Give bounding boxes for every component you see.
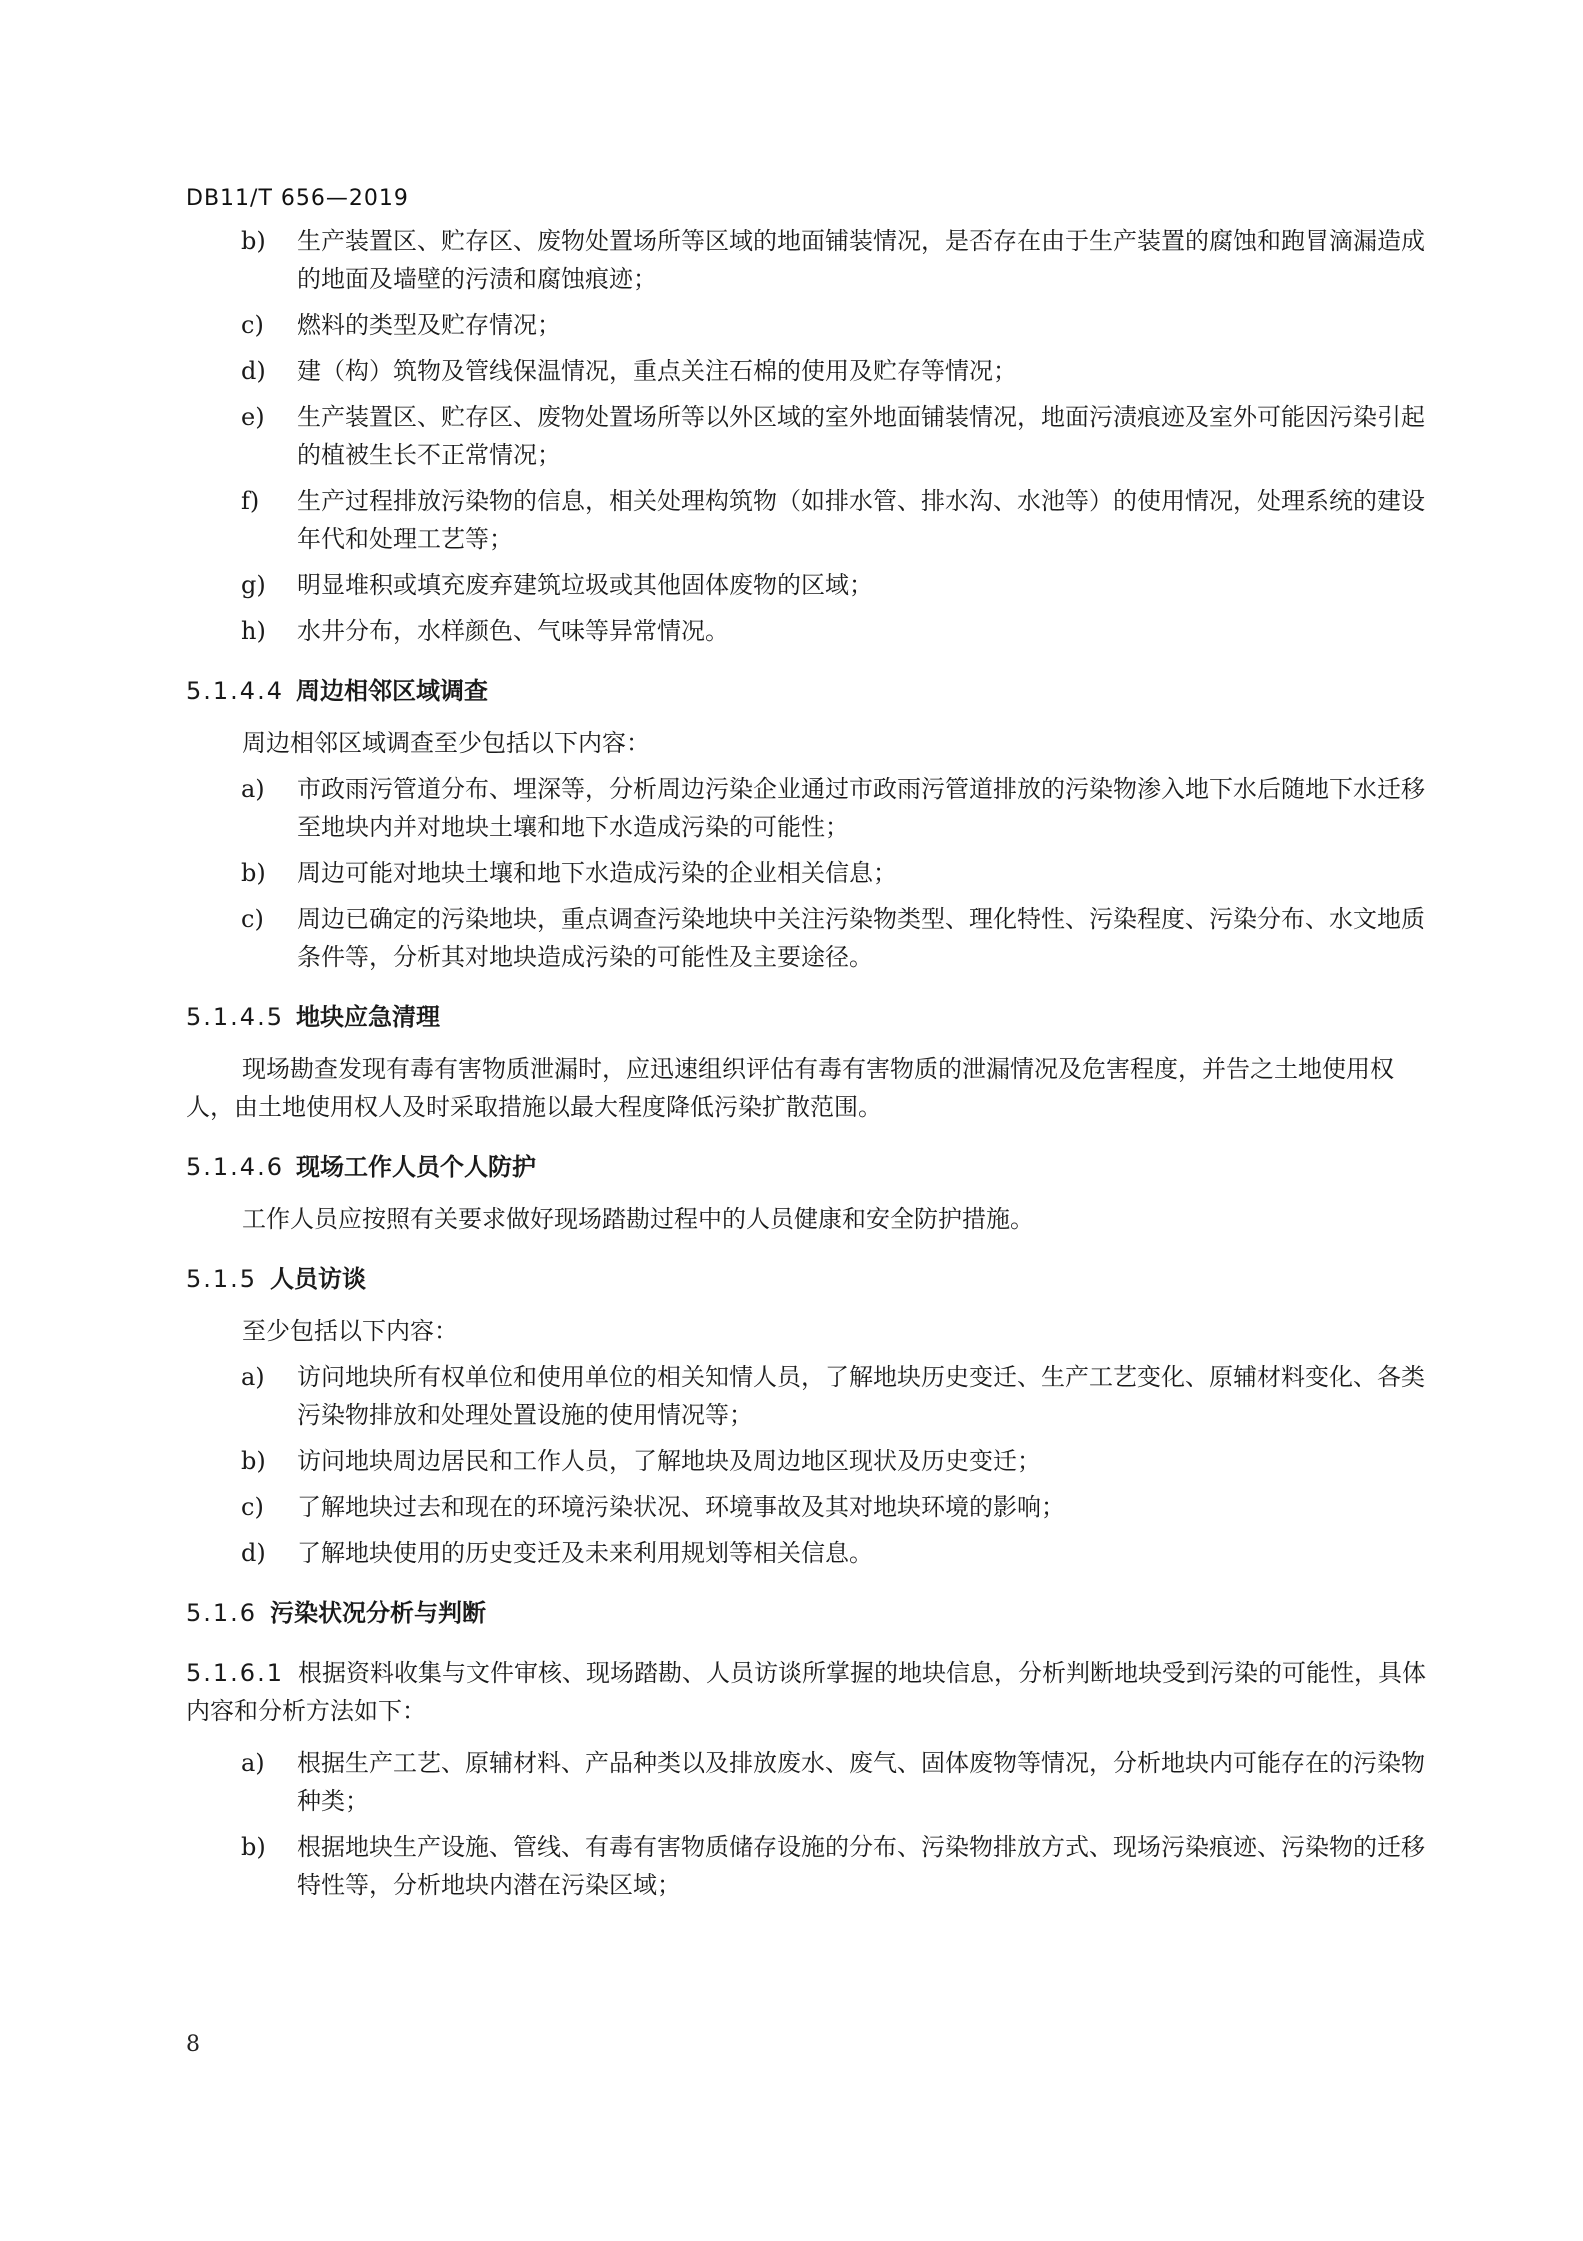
list-item-label: a) <box>241 1749 265 1777</box>
section-lead: 周边相邻区域调查至少包括以下内容： <box>242 729 650 757</box>
list-item-text: 市政雨污管道分布、埋深等，分析周边污染企业通过市政雨污管道排放的污染物渗入地下水后随地下水迁移至地块内并对地块土壤和地下水造成污染的可能性； <box>297 775 1425 841</box>
list-item <box>186 612 1426 650</box>
section-number: 5.1.5 <box>186 1265 258 1293</box>
list-item-label: h) <box>241 617 266 645</box>
list-item-label: a) <box>241 1363 265 1391</box>
list-item-label: e) <box>241 403 265 431</box>
list-item-text: 访问地块所有权单位和使用单位的相关知情人员，了解地块历史变迁、生产工艺变化、原辅材料变化、各类污染物排放和处理处置设施的使用情况等； <box>297 1363 1425 1429</box>
list-item <box>186 1358 1426 1434</box>
page-content <box>186 222 1426 1912</box>
list-item-label: d) <box>241 1539 266 1567</box>
section-number: 5.1.6 <box>186 1599 258 1627</box>
list-item <box>186 1488 1426 1526</box>
list-item <box>186 222 1426 298</box>
list-item <box>186 1744 1426 1820</box>
list-item <box>186 1828 1426 1904</box>
list-item-text: 访问地块周边居民和工作人员，了解地块及周边地区现状及历史变迁； <box>297 1447 1041 1475</box>
list-item-text: 生产过程排放污染物的信息，相关处理构筑物（如排水管、排水沟、水池等）的使用情况，处理系统的建设年代和处理工艺等； <box>297 487 1425 553</box>
list-item-label: g) <box>241 571 266 599</box>
page-number: 8 <box>186 2032 200 2057</box>
list-item-label: c) <box>241 905 264 933</box>
inspection-list <box>186 222 1426 650</box>
list-item <box>186 1442 1426 1480</box>
list-item <box>186 566 1426 604</box>
section-title: 污染状况分析与判断 <box>270 1599 486 1627</box>
section-heading-5146 <box>186 1148 1426 1186</box>
section-heading-516 <box>186 1594 1426 1632</box>
list-item-text: 生产装置区、贮存区、废物处置场所等以外区域的室外地面铺装情况，地面污渍痕迹及室外可能因污染引起的植被生长不正常情况； <box>297 403 1425 469</box>
list-item <box>186 352 1426 390</box>
list-item-text: 根据生产工艺、原辅材料、产品种类以及排放废水、废气、固体废物等情况，分析地块内可能存在的污染物种类； <box>297 1749 1425 1815</box>
list-item-text: 生产装置区、贮存区、废物处置场所等区域的地面铺装情况，是否存在由于生产装置的腐蚀和跑冒滴漏造成的地面及墙壁的污渍和腐蚀痕迹； <box>297 227 1425 293</box>
list-item-label: f) <box>241 487 260 515</box>
list-item <box>186 854 1426 892</box>
list-item-text: 燃料的类型及贮存情况； <box>297 311 561 339</box>
section-title: 周边相邻区域调查 <box>296 677 488 705</box>
list-item-label: d) <box>241 357 266 385</box>
list-item <box>186 900 1426 976</box>
clause-5161 <box>186 1654 1426 1730</box>
section-paragraph: 工作人员应按照有关要求做好现场踏勘过程中的人员健康和安全防护措施。 <box>242 1205 1034 1233</box>
clause-number: 5.1.6.1 <box>186 1659 284 1687</box>
section-number: 5.1.4.6 <box>186 1153 284 1181</box>
list-item <box>186 1534 1426 1572</box>
section-lead: 至少包括以下内容： <box>242 1317 458 1345</box>
list-item <box>186 770 1426 846</box>
list-item-text: 了解地块使用的历史变迁及未来利用规划等相关信息。 <box>297 1539 873 1567</box>
section-number: 5.1.4.4 <box>186 677 284 705</box>
list-item-text: 周边可能对地块土壤和地下水造成污染的企业相关信息； <box>297 859 897 887</box>
section-paragraph: 现场勘查发现有毒有害物质泄漏时，应迅速组织评估有毒有害物质的泄漏情况及危害程度，并告之土地使用权人，由土地使用权人及时采取措施以最大程度降低污染扩散范围。 <box>186 1055 1394 1121</box>
list-item-label: a) <box>241 775 265 803</box>
list-item-text: 根据地块生产设施、管线、有毒有害物质储存设施的分布、污染物排放方式、现场污染痕迹、污染物的迁移特性等，分析地块内潜在污染区域； <box>297 1833 1425 1899</box>
list-item <box>186 398 1426 474</box>
list-item-label: b) <box>241 1447 266 1475</box>
section-heading-5145 <box>186 998 1426 1036</box>
list-item-text: 水井分布，水样颜色、气味等异常情况。 <box>297 617 729 645</box>
list-item-label: b) <box>241 1833 266 1861</box>
section-title: 地块应急清理 <box>296 1003 440 1031</box>
list-item-text: 建（构）筑物及管线保温情况，重点关注石棉的使用及贮存等情况； <box>297 357 1017 385</box>
list-item-text: 周边已确定的污染地块，重点调查污染地块中关注污染物类型、理化特性、污染程度、污染分布、水文地质条件等，分析其对地块造成污染的可能性及主要途径。 <box>297 905 1425 971</box>
list-item-label: b) <box>241 227 266 255</box>
list-item-text: 了解地块过去和现在的环境污染状况、环境事故及其对地块环境的影响； <box>297 1493 1065 1521</box>
list-item <box>186 482 1426 558</box>
section-heading-515 <box>186 1260 1426 1298</box>
list-item-label: c) <box>241 311 264 339</box>
section-heading-5144 <box>186 672 1426 710</box>
list-item-text: 明显堆积或填充废弃建筑垃圾或其他固体废物的区域； <box>297 571 873 599</box>
clause-text: 根据资料收集与文件审核、现场踏勘、人员访谈所掌握的地块信息，分析判断地块受到污染的可能性，具体内容和分析方法如下： <box>186 1659 1426 1725</box>
list-item-label: c) <box>241 1493 264 1521</box>
list-item <box>186 306 1426 344</box>
section-title: 现场工作人员个人防护 <box>296 1153 536 1181</box>
document-code: DB11/T 656—2019 <box>186 186 409 211</box>
section-title: 人员访谈 <box>270 1265 366 1293</box>
list-item-label: b) <box>241 859 266 887</box>
section-number: 5.1.4.5 <box>186 1003 284 1031</box>
